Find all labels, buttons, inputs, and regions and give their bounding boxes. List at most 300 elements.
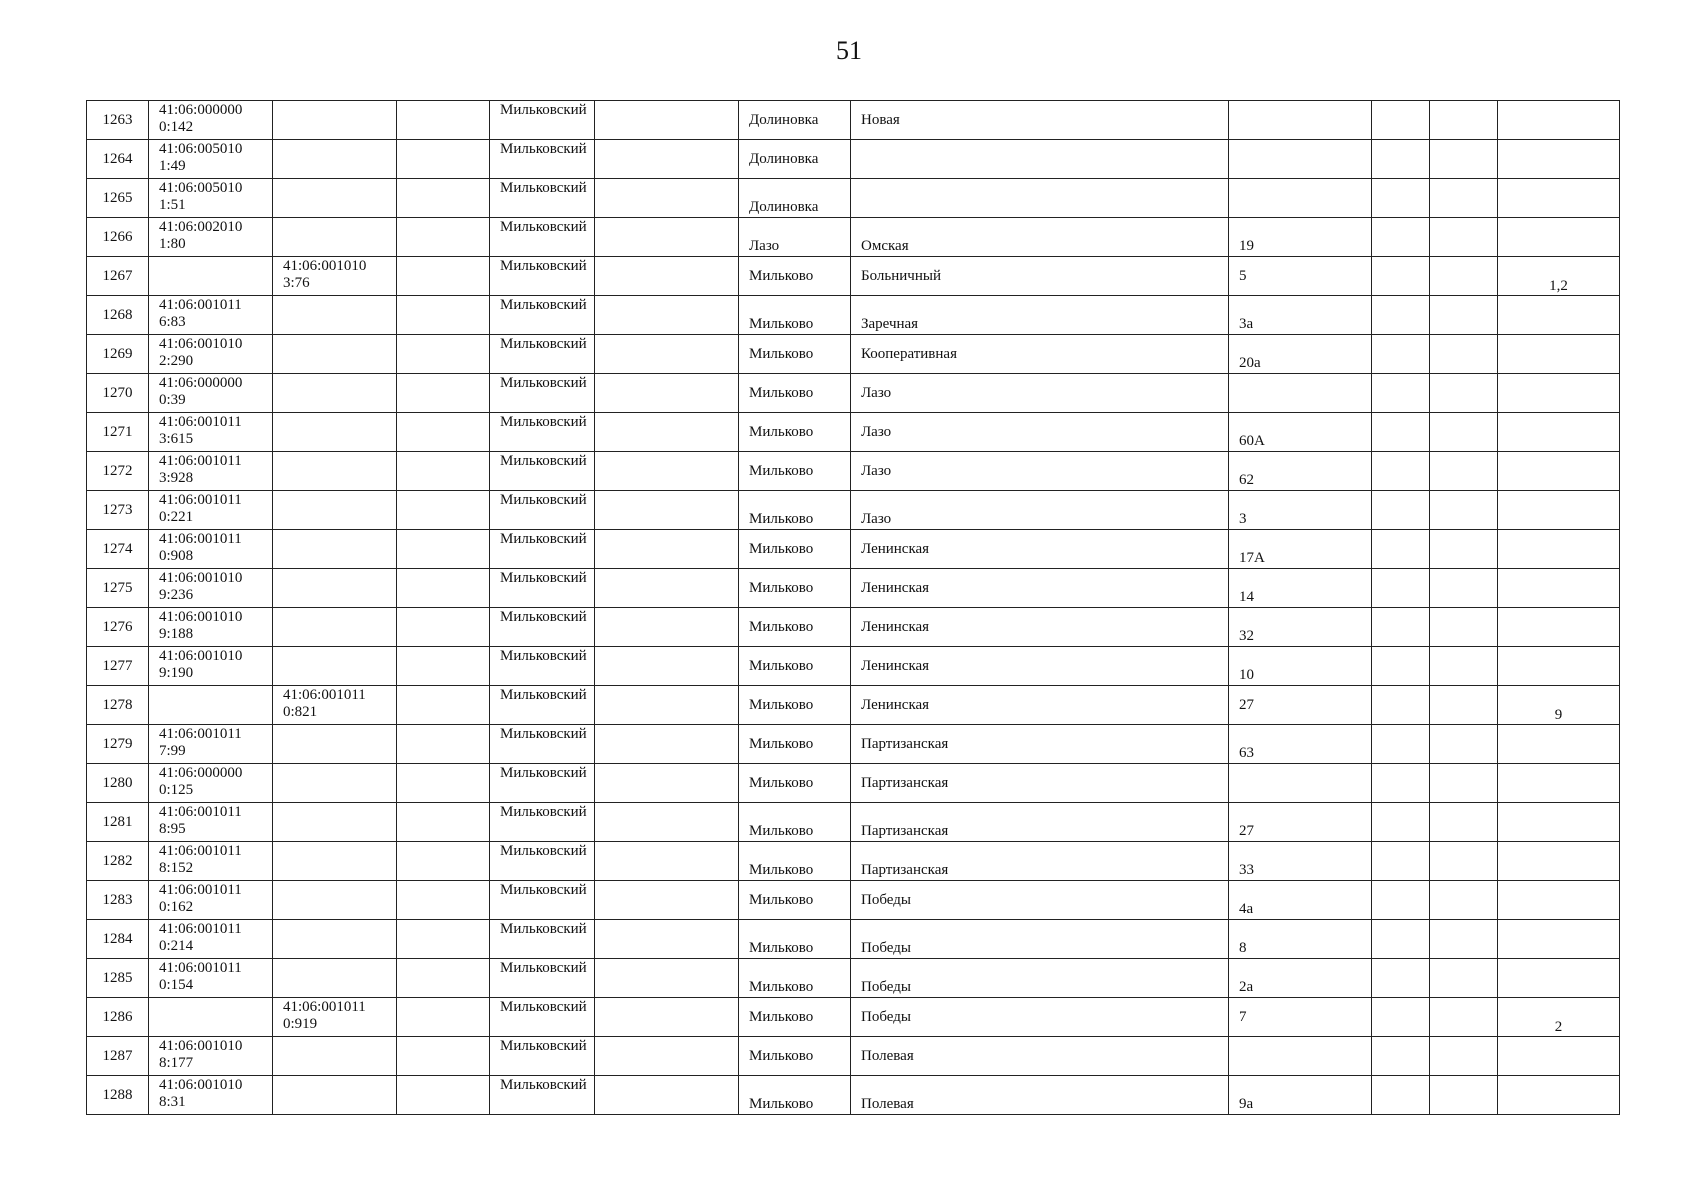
house-cell: 19 — [1229, 218, 1372, 257]
building-cadastral-number-cell — [273, 179, 397, 218]
building-cadastral-number-cell — [273, 1037, 397, 1076]
empty-cell — [1430, 842, 1498, 881]
table-row — [87, 608, 1620, 647]
building-cadastral-number-cell-text: 41:06:0010110:821 — [283, 687, 366, 720]
cadastral-number-cell — [149, 842, 273, 881]
locality-cell: Долиновка — [739, 179, 851, 218]
cadastral-number-cell — [149, 374, 273, 413]
empty-cell — [397, 569, 490, 608]
house-cell: 32 — [1229, 608, 1372, 647]
row-number: 1264 — [87, 140, 149, 179]
row-number: 1288 — [87, 1076, 149, 1115]
cadastral-number-cell — [149, 764, 273, 803]
locality-cell: Мильково — [739, 998, 851, 1037]
empty-cell — [397, 374, 490, 413]
cadastral-number-cell — [149, 257, 273, 296]
table-row — [87, 491, 1620, 530]
building-cadastral-number-cell — [273, 374, 397, 413]
row-number: 1282 — [87, 842, 149, 881]
building-cadastral-number-cell-text: 41:06:0010103:76 — [283, 258, 367, 291]
house-cell — [1229, 764, 1372, 803]
registry-body — [87, 101, 1620, 1115]
locality-cell: Мильково — [739, 725, 851, 764]
empty-cell — [1430, 920, 1498, 959]
table-row — [87, 296, 1620, 335]
district-cell-text: Мильковский — [500, 258, 587, 274]
empty-cell — [595, 491, 739, 530]
row-number: 1266 — [87, 218, 149, 257]
cadastral-number-cell-text: 41:06:0010117:99 — [159, 726, 242, 759]
district-cell-text: Мильковский — [500, 180, 587, 196]
empty-cell — [397, 257, 490, 296]
locality-cell: Мильково — [739, 1076, 851, 1115]
street-cell: Победы — [851, 959, 1229, 998]
table-row — [87, 179, 1620, 218]
empty-cell — [595, 647, 739, 686]
table-row — [87, 998, 1620, 1037]
row-number: 1284 — [87, 920, 149, 959]
district-cell-text: Мильковский — [500, 609, 587, 625]
empty-cell — [397, 881, 490, 920]
table-row — [87, 803, 1620, 842]
house-cell: 9а — [1229, 1076, 1372, 1115]
table-row — [87, 452, 1620, 491]
street-cell — [851, 179, 1229, 218]
locality-cell: Мильково — [739, 803, 851, 842]
empty-cell — [1430, 881, 1498, 920]
cadastral-number-cell — [149, 140, 273, 179]
street-cell: Лазо — [851, 413, 1229, 452]
street-cell: Лазо — [851, 491, 1229, 530]
empty-cell — [1372, 374, 1430, 413]
building-cadastral-number-cell — [273, 101, 397, 140]
district-cell — [490, 101, 595, 140]
empty-cell — [1372, 803, 1430, 842]
table-row — [87, 725, 1620, 764]
cadastral-number-cell-text: 41:06:0010109:190 — [159, 648, 243, 681]
house-cell: 27 — [1229, 686, 1372, 725]
empty-cell — [397, 1076, 490, 1115]
apartment-cell: 2 — [1498, 998, 1620, 1037]
table-row — [87, 842, 1620, 881]
empty-cell — [1430, 959, 1498, 998]
locality-cell: Мильково — [739, 413, 851, 452]
district-cell — [490, 257, 595, 296]
building-cadastral-number-cell — [273, 257, 397, 296]
house-cell: 7 — [1229, 998, 1372, 1037]
cadastral-number-cell — [149, 881, 273, 920]
apartment-cell — [1498, 101, 1620, 140]
cadastral-number-cell — [149, 452, 273, 491]
row-number: 1276 — [87, 608, 149, 647]
district-cell — [490, 920, 595, 959]
street-cell: Ленинская — [851, 686, 1229, 725]
district-cell — [490, 803, 595, 842]
cadastral-number-cell-text: 41:06:0010108:177 — [159, 1038, 243, 1071]
empty-cell — [595, 335, 739, 374]
empty-cell — [397, 686, 490, 725]
empty-cell — [1372, 608, 1430, 647]
empty-cell — [1430, 686, 1498, 725]
table-row — [87, 569, 1620, 608]
empty-cell — [1372, 725, 1430, 764]
house-cell: 63 — [1229, 725, 1372, 764]
row-number: 1268 — [87, 296, 149, 335]
district-cell — [490, 140, 595, 179]
table-row — [87, 257, 1620, 296]
empty-cell — [595, 998, 739, 1037]
cadastral-number-cell-text: 41:06:0010118:95 — [159, 804, 242, 837]
cadastral-number-cell-text: 41:06:0000000:142 — [159, 102, 243, 135]
empty-cell — [1430, 725, 1498, 764]
cadastral-number-cell — [149, 179, 273, 218]
district-cell-text: Мильковский — [500, 102, 587, 118]
empty-cell — [397, 530, 490, 569]
empty-cell — [595, 179, 739, 218]
district-cell-text: Мильковский — [500, 765, 587, 781]
cadastral-number-cell-text: 41:06:0010116:83 — [159, 297, 242, 330]
cadastral-number-cell — [149, 725, 273, 764]
district-cell-text: Мильковский — [500, 297, 587, 313]
district-cell — [490, 491, 595, 530]
locality-cell: Мильково — [739, 959, 851, 998]
empty-cell — [1430, 179, 1498, 218]
table-row — [87, 140, 1620, 179]
district-cell — [490, 764, 595, 803]
building-cadastral-number-cell — [273, 491, 397, 530]
apartment-cell — [1498, 140, 1620, 179]
district-cell-text: Мильковский — [500, 648, 587, 664]
row-number: 1278 — [87, 686, 149, 725]
house-cell: 27 — [1229, 803, 1372, 842]
house-cell — [1229, 1037, 1372, 1076]
empty-cell — [595, 452, 739, 491]
district-cell-text: Мильковский — [500, 570, 587, 586]
house-cell: 10 — [1229, 647, 1372, 686]
district-cell-text: Мильковский — [500, 414, 587, 430]
cadastral-number-cell — [149, 803, 273, 842]
district-cell-text: Мильковский — [500, 882, 587, 898]
cadastral-number-cell — [149, 335, 273, 374]
empty-cell — [1430, 296, 1498, 335]
empty-cell — [595, 842, 739, 881]
empty-cell — [595, 686, 739, 725]
apartment-cell — [1498, 1037, 1620, 1076]
empty-cell — [1372, 881, 1430, 920]
empty-cell — [1430, 335, 1498, 374]
cadastral-number-cell — [149, 959, 273, 998]
apartment-cell — [1498, 413, 1620, 452]
empty-cell — [1430, 998, 1498, 1037]
locality-cell: Мильково — [739, 569, 851, 608]
locality-cell: Мильково — [739, 257, 851, 296]
locality-cell: Мильково — [739, 491, 851, 530]
cadastral-number-cell-text: 41:06:0010102:290 — [159, 336, 243, 369]
apartment-cell — [1498, 608, 1620, 647]
row-number: 1280 — [87, 764, 149, 803]
apartment-cell — [1498, 647, 1620, 686]
empty-cell — [1430, 803, 1498, 842]
empty-cell — [397, 413, 490, 452]
table-row — [87, 374, 1620, 413]
empty-cell — [397, 842, 490, 881]
district-cell-text: Мильковский — [500, 687, 587, 703]
row-number: 1265 — [87, 179, 149, 218]
empty-cell — [1372, 530, 1430, 569]
apartment-cell — [1498, 452, 1620, 491]
empty-cell — [595, 374, 739, 413]
locality-cell: Мильково — [739, 608, 851, 647]
house-cell: 3 — [1229, 491, 1372, 530]
empty-cell — [1430, 1037, 1498, 1076]
house-cell: 17А — [1229, 530, 1372, 569]
building-cadastral-number-cell — [273, 881, 397, 920]
district-cell — [490, 335, 595, 374]
building-cadastral-number-cell — [273, 842, 397, 881]
district-cell — [490, 296, 595, 335]
house-cell: 3а — [1229, 296, 1372, 335]
empty-cell — [595, 764, 739, 803]
row-number: 1283 — [87, 881, 149, 920]
empty-cell — [1430, 1076, 1498, 1115]
district-cell — [490, 569, 595, 608]
street-cell: Больничный — [851, 257, 1229, 296]
empty-cell — [1372, 491, 1430, 530]
empty-cell — [595, 1076, 739, 1115]
cadastral-number-cell — [149, 413, 273, 452]
cadastral-number-cell-text: 41:06:0010110:154 — [159, 960, 242, 993]
building-cadastral-number-cell — [273, 959, 397, 998]
empty-cell — [1430, 218, 1498, 257]
district-cell — [490, 686, 595, 725]
empty-cell — [595, 257, 739, 296]
empty-cell — [595, 101, 739, 140]
table-row — [87, 959, 1620, 998]
apartment-cell — [1498, 491, 1620, 530]
row-number: 1287 — [87, 1037, 149, 1076]
empty-cell — [397, 1037, 490, 1076]
street-cell: Партизанская — [851, 842, 1229, 881]
apartment-cell: 9 — [1498, 686, 1620, 725]
empty-cell — [1430, 374, 1498, 413]
empty-cell — [1372, 1076, 1430, 1115]
table-row — [87, 101, 1620, 140]
district-cell — [490, 179, 595, 218]
empty-cell — [1372, 920, 1430, 959]
locality-cell: Мильково — [739, 296, 851, 335]
cadastral-number-cell-text: 41:06:0010109:188 — [159, 609, 243, 642]
apartment-cell — [1498, 842, 1620, 881]
street-cell: Партизанская — [851, 803, 1229, 842]
locality-cell: Мильково — [739, 647, 851, 686]
apartment-cell — [1498, 920, 1620, 959]
street-cell: Победы — [851, 998, 1229, 1037]
empty-cell — [595, 1037, 739, 1076]
street-cell: Полевая — [851, 1037, 1229, 1076]
row-number: 1285 — [87, 959, 149, 998]
district-cell — [490, 218, 595, 257]
empty-cell — [1430, 140, 1498, 179]
empty-cell — [1372, 179, 1430, 218]
district-cell-text: Мильковский — [500, 531, 587, 547]
cadastral-number-cell-text: 41:06:0050101:51 — [159, 180, 243, 213]
empty-cell — [1372, 842, 1430, 881]
cadastral-number-cell — [149, 686, 273, 725]
locality-cell: Мильково — [739, 335, 851, 374]
locality-cell: Долиновка — [739, 140, 851, 179]
empty-cell — [1372, 959, 1430, 998]
empty-cell — [1430, 569, 1498, 608]
empty-cell — [1372, 569, 1430, 608]
street-cell: Лазо — [851, 374, 1229, 413]
empty-cell — [1372, 335, 1430, 374]
row-number: 1270 — [87, 374, 149, 413]
street-cell: Полевая — [851, 1076, 1229, 1115]
street-cell: Победы — [851, 920, 1229, 959]
street-cell: Лазо — [851, 452, 1229, 491]
cadastral-number-cell — [149, 920, 273, 959]
apartment-cell — [1498, 764, 1620, 803]
locality-cell: Мильково — [739, 842, 851, 881]
street-cell: Ленинская — [851, 608, 1229, 647]
table-row — [87, 218, 1620, 257]
row-number: 1263 — [87, 101, 149, 140]
house-cell — [1229, 140, 1372, 179]
building-cadastral-number-cell — [273, 296, 397, 335]
district-cell — [490, 452, 595, 491]
empty-cell — [1372, 140, 1430, 179]
table-row — [87, 335, 1620, 374]
row-number: 1286 — [87, 998, 149, 1037]
building-cadastral-number-cell — [273, 764, 397, 803]
district-cell — [490, 1076, 595, 1115]
apartment-cell: 1,2 — [1498, 257, 1620, 296]
house-cell: 5 — [1229, 257, 1372, 296]
empty-cell — [595, 296, 739, 335]
empty-cell — [1430, 413, 1498, 452]
district-cell — [490, 998, 595, 1037]
empty-cell — [397, 491, 490, 530]
empty-cell — [397, 998, 490, 1037]
row-number: 1281 — [87, 803, 149, 842]
table-row — [87, 647, 1620, 686]
table-row — [87, 530, 1620, 569]
empty-cell — [595, 725, 739, 764]
empty-cell — [397, 296, 490, 335]
cadastral-number-cell-text: 41:06:0000000:125 — [159, 765, 243, 798]
empty-cell — [397, 608, 490, 647]
street-cell: Кооперативная — [851, 335, 1229, 374]
house-cell — [1229, 101, 1372, 140]
cadastral-number-cell — [149, 647, 273, 686]
locality-cell: Мильково — [739, 920, 851, 959]
locality-cell: Мильково — [739, 764, 851, 803]
empty-cell — [397, 920, 490, 959]
row-number: 1269 — [87, 335, 149, 374]
locality-cell: Мильково — [739, 530, 851, 569]
empty-cell — [1430, 608, 1498, 647]
district-cell — [490, 413, 595, 452]
cadastral-number-cell-text: 41:06:0010108:31 — [159, 1077, 243, 1110]
district-cell-text: Мильковский — [500, 219, 587, 235]
building-cadastral-number-cell — [273, 530, 397, 569]
district-cell-text: Мильковский — [500, 843, 587, 859]
empty-cell — [397, 725, 490, 764]
empty-cell — [397, 218, 490, 257]
locality-cell: Мильково — [739, 881, 851, 920]
cadastral-number-cell — [149, 1037, 273, 1076]
district-cell — [490, 725, 595, 764]
empty-cell — [1372, 1037, 1430, 1076]
district-cell-text: Мильковский — [500, 453, 587, 469]
street-cell: Новая — [851, 101, 1229, 140]
house-cell: 62 — [1229, 452, 1372, 491]
street-cell: Партизанская — [851, 764, 1229, 803]
empty-cell — [595, 218, 739, 257]
cadastral-number-cell-text: 41:06:0000000:39 — [159, 375, 243, 408]
empty-cell — [397, 335, 490, 374]
district-cell — [490, 647, 595, 686]
empty-cell — [1372, 218, 1430, 257]
locality-cell: Долиновка — [739, 101, 851, 140]
cadastral-number-cell — [149, 218, 273, 257]
row-number: 1272 — [87, 452, 149, 491]
cadastral-number-cell-text: 41:06:0050101:49 — [159, 141, 243, 174]
apartment-cell — [1498, 569, 1620, 608]
building-cadastral-number-cell — [273, 803, 397, 842]
locality-cell: Лазо — [739, 218, 851, 257]
house-cell: 60А — [1229, 413, 1372, 452]
cadastral-number-cell — [149, 998, 273, 1037]
empty-cell — [1372, 998, 1430, 1037]
apartment-cell — [1498, 959, 1620, 998]
district-cell-text: Мильковский — [500, 141, 587, 157]
apartment-cell — [1498, 374, 1620, 413]
empty-cell — [595, 140, 739, 179]
table-row — [87, 920, 1620, 959]
empty-cell — [397, 452, 490, 491]
empty-cell — [1430, 764, 1498, 803]
empty-cell — [1372, 413, 1430, 452]
empty-cell — [397, 179, 490, 218]
empty-cell — [1430, 530, 1498, 569]
building-cadastral-number-cell — [273, 218, 397, 257]
cadastral-number-cell — [149, 1076, 273, 1115]
apartment-cell — [1498, 335, 1620, 374]
empty-cell — [397, 140, 490, 179]
house-cell: 2а — [1229, 959, 1372, 998]
empty-cell — [595, 959, 739, 998]
district-cell — [490, 608, 595, 647]
cadastral-number-cell — [149, 491, 273, 530]
building-cadastral-number-cell — [273, 569, 397, 608]
cadastral-number-cell-text: 41:06:0010118:152 — [159, 843, 242, 876]
empty-cell — [1372, 686, 1430, 725]
row-number: 1275 — [87, 569, 149, 608]
district-cell-text: Мильковский — [500, 1077, 587, 1093]
district-cell-text: Мильковский — [500, 1038, 587, 1054]
row-number: 1277 — [87, 647, 149, 686]
empty-cell — [397, 647, 490, 686]
empty-cell — [595, 569, 739, 608]
district-cell-text: Мильковский — [500, 960, 587, 976]
house-cell: 4а — [1229, 881, 1372, 920]
district-cell — [490, 881, 595, 920]
apartment-cell — [1498, 881, 1620, 920]
building-cadastral-number-cell — [273, 725, 397, 764]
apartment-cell — [1498, 803, 1620, 842]
locality-cell: Мильково — [739, 1037, 851, 1076]
